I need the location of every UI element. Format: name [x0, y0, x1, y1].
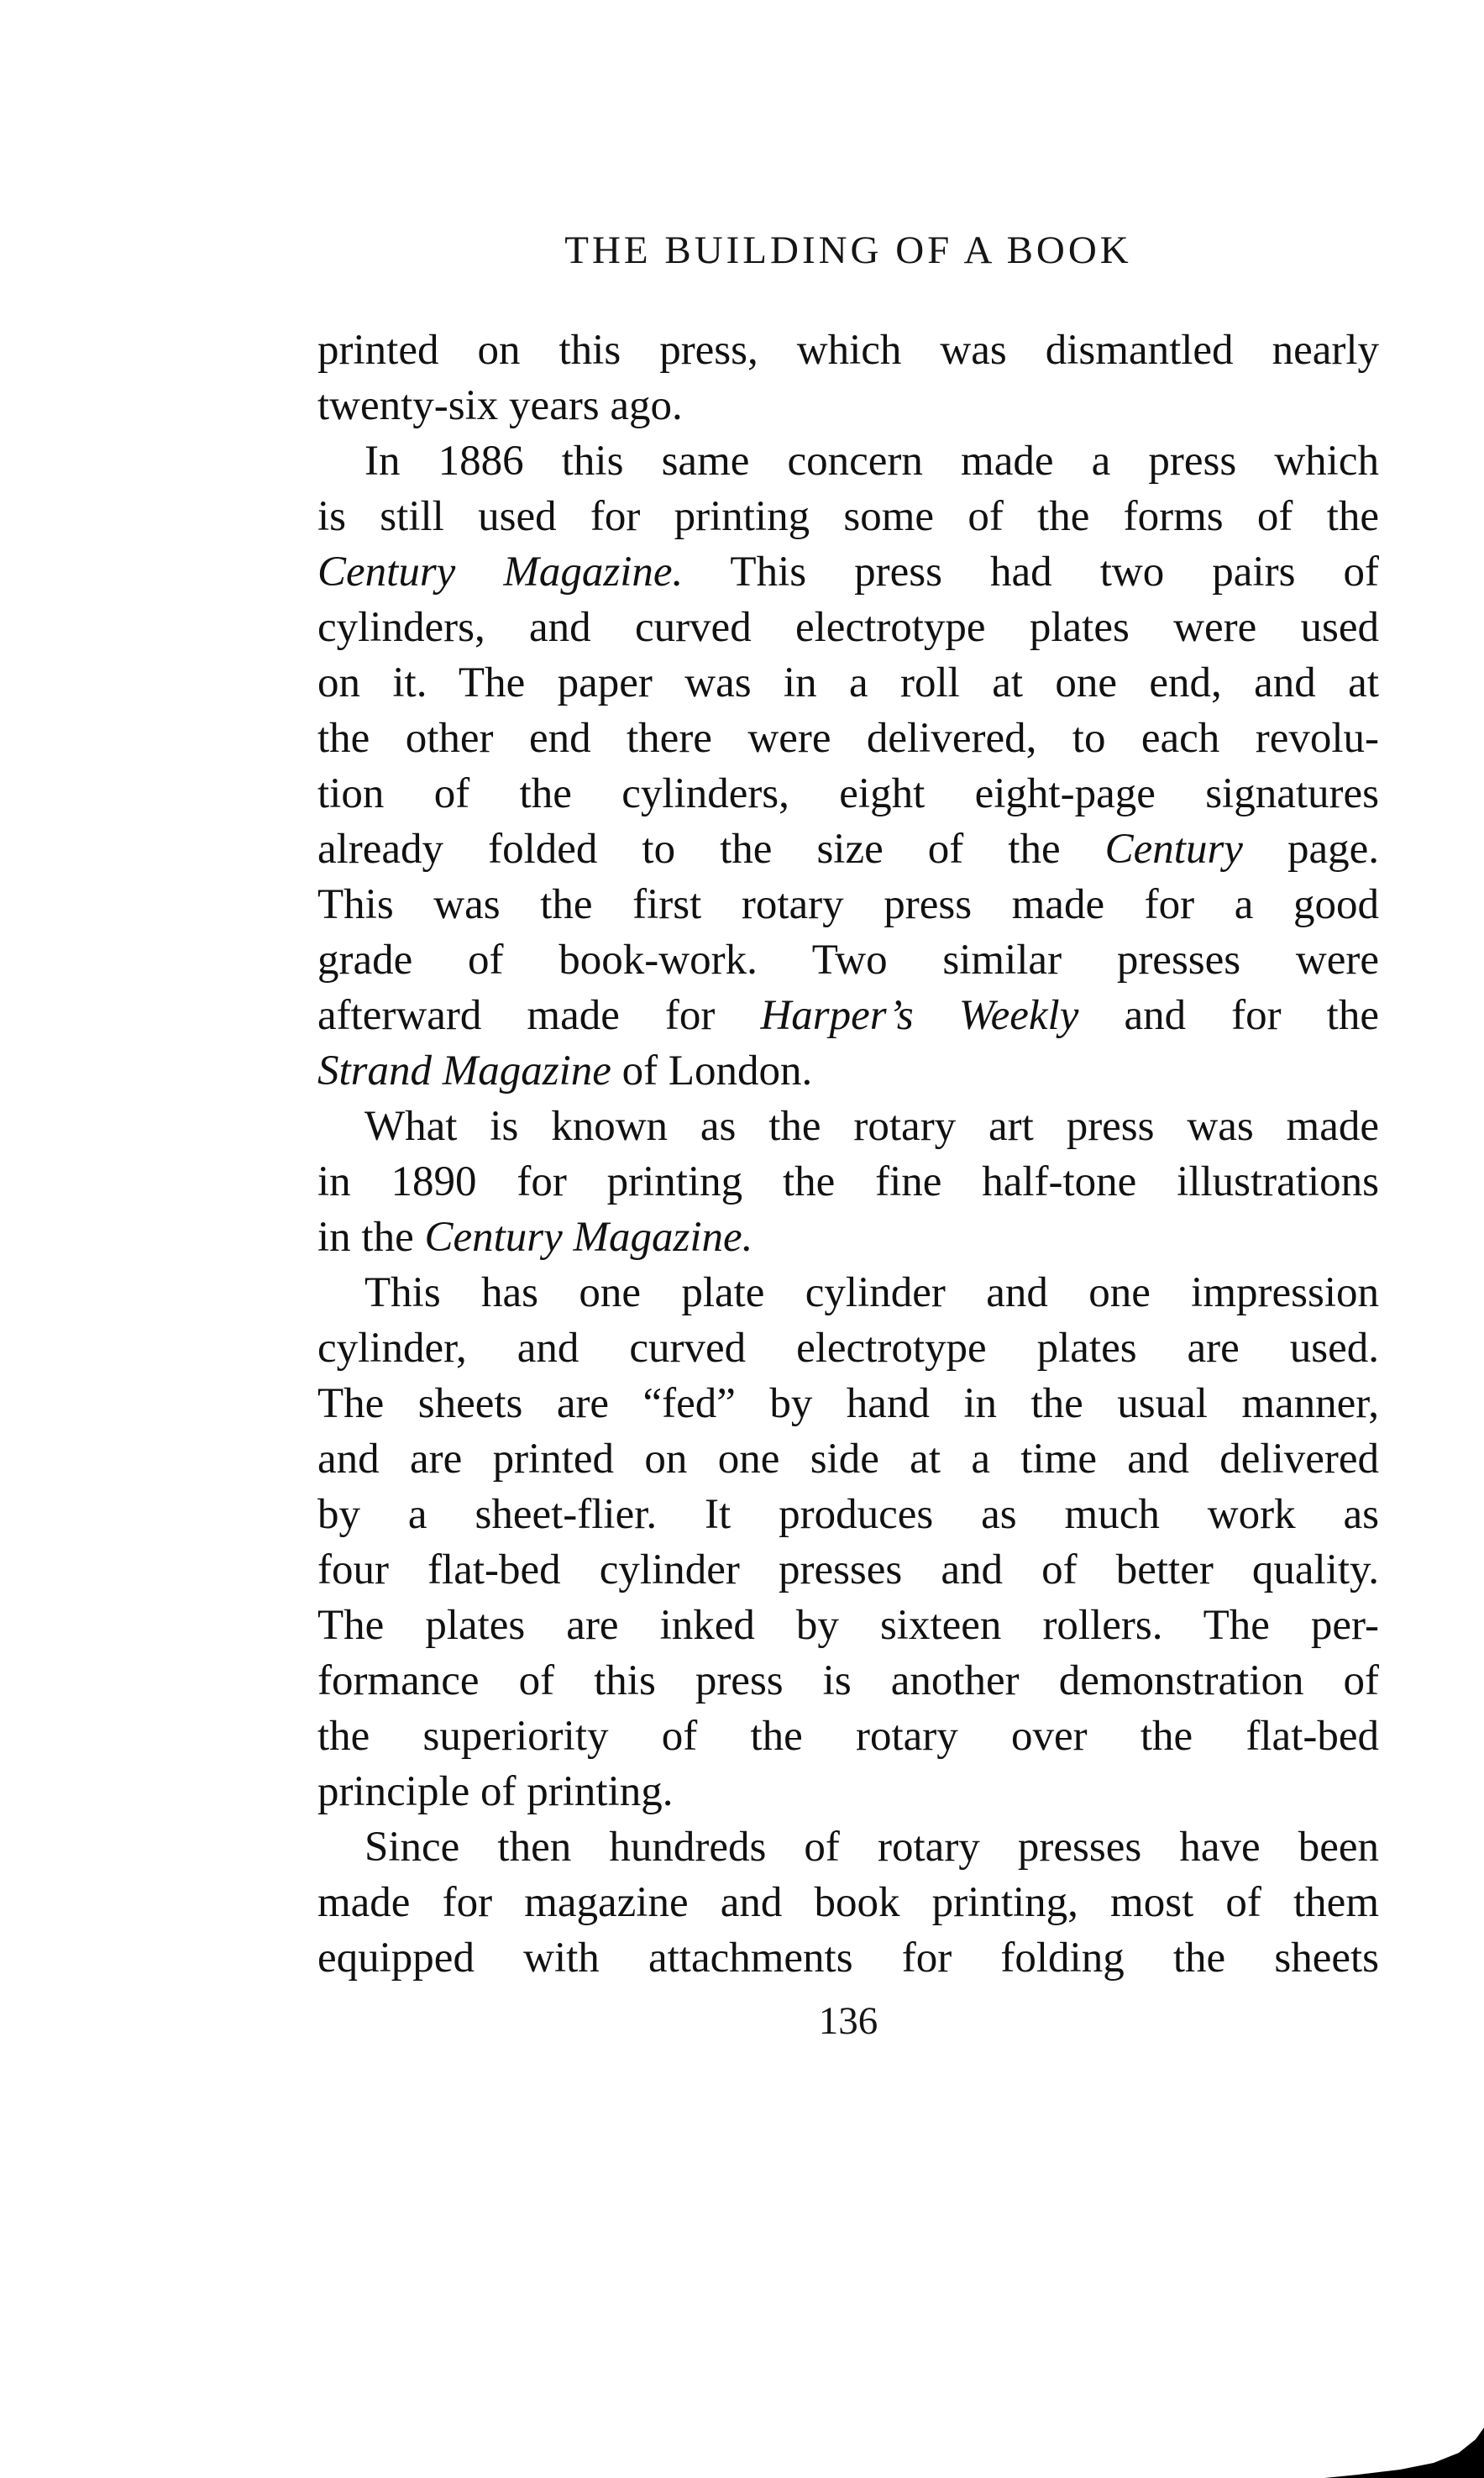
italic-title: Century Magazine.: [317, 549, 684, 596]
text-line: [317, 1653, 1379, 1709]
text-line: [317, 1265, 1379, 1320]
text-segment: This has one plate cylinder and one impression: [364, 1269, 1379, 1316]
text-segment: and for the: [1078, 992, 1379, 1039]
text-line: [317, 1431, 1379, 1487]
text-segment: in the: [317, 1214, 425, 1261]
text-line: [317, 1376, 1379, 1431]
text-line: [317, 1320, 1379, 1376]
text-line: [317, 1154, 1379, 1210]
text-line: [317, 544, 1379, 600]
text-segment: grade of book-work. Two similar presses were: [317, 937, 1379, 984]
text-segment: What is known as the rotary art press was made: [364, 1103, 1379, 1150]
text-segment: twenty-six years ago.: [317, 382, 683, 429]
italic-title: Strand Magazine: [317, 1047, 611, 1095]
text-line: [317, 1542, 1379, 1598]
text-line: [317, 1875, 1379, 1930]
text-segment: of London.: [611, 1047, 813, 1095]
text-line: [317, 1819, 1379, 1875]
text-segment: on it. The paper was in a roll at one end, and at: [317, 659, 1379, 706]
page-number: 136: [818, 1999, 878, 2043]
page-edge-shadow: [1324, 2402, 1484, 2478]
text-segment: and are printed on one side at a time and delivered: [317, 1436, 1379, 1483]
page-edge-shadow-shape: [1324, 2428, 1484, 2478]
text-segment: cylinders, and curved electrotype plates were used: [317, 604, 1379, 651]
body-text: [317, 323, 1379, 1986]
italic-title: Century: [1104, 826, 1243, 873]
text-line: [317, 1764, 1379, 1819]
text-line: [317, 1930, 1379, 1986]
text-line: [317, 1210, 1379, 1265]
text-segment: afterward made for: [317, 992, 761, 1039]
text-segment: The sheets are “fed” by hand in the usual manner,: [317, 1380, 1379, 1427]
text-segment: Since then hundreds of rotary presses have been: [364, 1824, 1379, 1871]
text-line: [317, 433, 1379, 489]
text-segment: This press had two pairs of: [683, 549, 1379, 596]
text-segment: is still used for printing some of the forms of the: [317, 493, 1379, 540]
italic-title: Harper’s Weekly: [760, 992, 1079, 1039]
text-segment: In 1886 this same concern made a press which: [364, 438, 1379, 485]
text-line: [317, 877, 1379, 932]
text-segment: already folded to the size of the: [317, 826, 1105, 873]
running-head: THE BUILDING OF A BOOK: [564, 228, 1132, 272]
text-segment: the superiority of the rotary over the flat-bed: [317, 1713, 1379, 1760]
text-line: [317, 1487, 1379, 1542]
text-segment: by a sheet-flier. It produces as much work as: [317, 1491, 1379, 1538]
text-line: [317, 1099, 1379, 1154]
text-segment: principle of printing.: [317, 1768, 674, 1815]
text-segment: tion of the cylinders, eight eight-page signatures: [317, 770, 1379, 817]
text-segment: page.: [1242, 826, 1379, 873]
text-line: [317, 489, 1379, 544]
text-segment: The plates are inked by sixteen rollers. The per-: [317, 1602, 1379, 1649]
text-line: [317, 1709, 1379, 1764]
text-segment: equipped with attachments for folding the sheets: [317, 1935, 1379, 1982]
text-line: [317, 600, 1379, 655]
text-line: [317, 766, 1379, 822]
text-line: [317, 822, 1379, 877]
text-line: [317, 988, 1379, 1043]
text-segment: in 1890 for printing the fine half-tone illustrations: [317, 1158, 1379, 1205]
text-line: [317, 655, 1379, 711]
text-segment: cylinder, and curved electrotype plates are used.: [317, 1325, 1379, 1372]
text-segment: formance of this press is another demonstration of: [317, 1657, 1379, 1704]
text-line: [317, 932, 1379, 988]
text-segment: four flat-bed cylinder presses and of better quality.: [317, 1546, 1379, 1593]
italic-title: Century Magazine.: [424, 1214, 753, 1261]
text-line: [317, 378, 1379, 433]
text-line: [317, 1598, 1379, 1653]
text-segment: This was the first rotary press made for a good: [317, 881, 1379, 928]
text-line: [317, 1043, 1379, 1099]
text-line: [317, 323, 1379, 378]
text-segment: made for magazine and book printing, most of them: [317, 1879, 1379, 1926]
text-line: [317, 711, 1379, 766]
text-segment: printed on this press, which was dismantled nearly: [317, 327, 1379, 374]
text-segment: the other end there were delivered, to each revolu-: [317, 715, 1379, 762]
